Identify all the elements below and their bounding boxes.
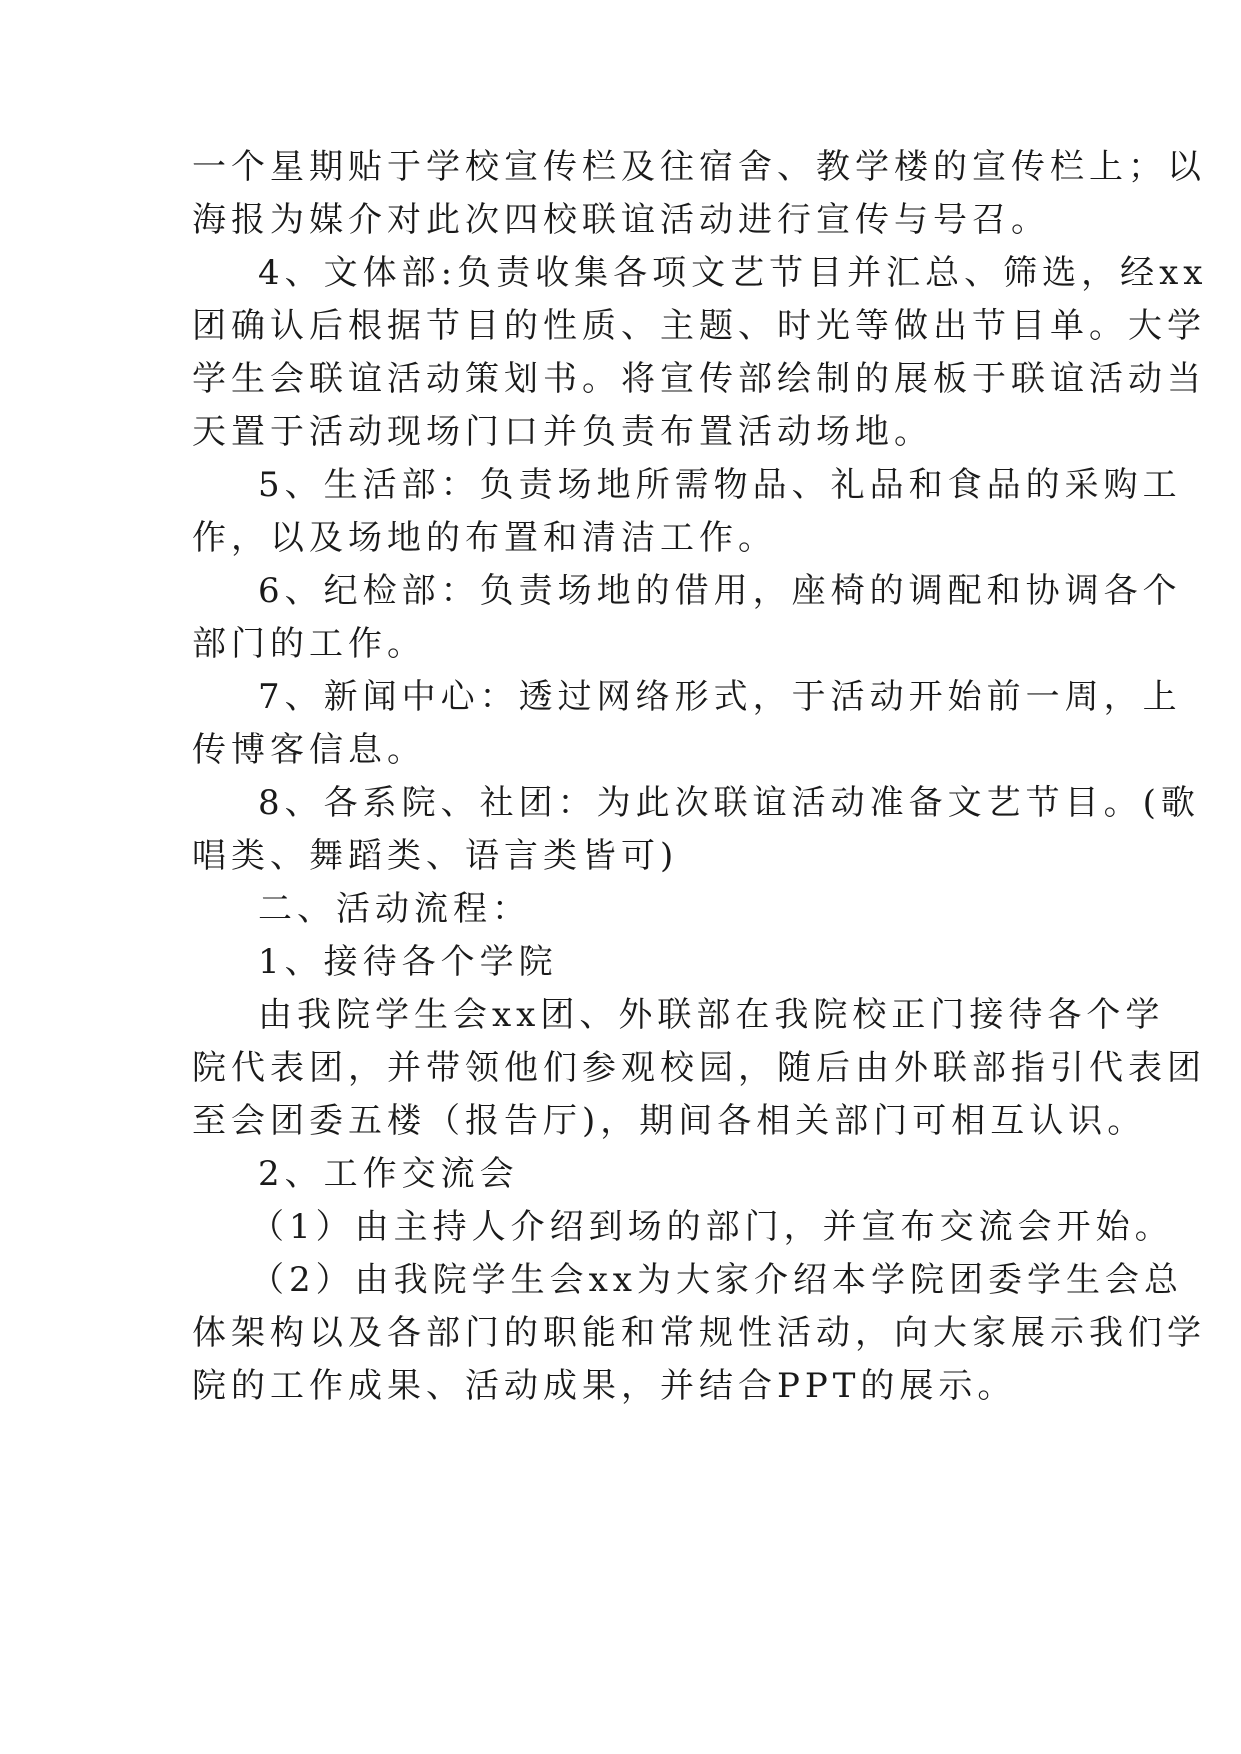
text-line: 海报为媒介对此次四校联谊活动进行宣传与号召。 bbox=[192, 200, 1050, 240]
subsection-heading: 1、接待各个学院 bbox=[258, 942, 558, 982]
text-line: 院代表团，并带领他们参观校园，随后由外联部指引代表团 bbox=[192, 1048, 1206, 1088]
text-line: 体架构以及各部门的职能和常规性活动，向大家展示我们学 bbox=[192, 1313, 1206, 1353]
text-line: 5、生活部：负责场地所需物品、礼品和食品的采购工 bbox=[258, 465, 1182, 505]
text-line: 部门的工作。 bbox=[192, 624, 426, 664]
text-line: 7、新闻中心：透过网络形式，于活动开始前一周，上 bbox=[258, 677, 1182, 717]
text-line: 院的工作成果、活动成果，并结合PPT的展示。 bbox=[192, 1366, 1017, 1406]
text-line: （2）由我院学生会xx为大家介绍本学院团委学生会总 bbox=[250, 1260, 1183, 1300]
text-line: 唱类、舞蹈类、语言类皆可) bbox=[192, 836, 679, 876]
section-heading: 二、活动流程： bbox=[258, 889, 531, 929]
text-line: 作，以及场地的布置和清洁工作。 bbox=[192, 518, 777, 558]
text-line: 传博客信息。 bbox=[192, 730, 426, 770]
text-line: 由我院学生会xx团、外联部在我院校正门接待各个学 bbox=[258, 995, 1165, 1035]
text-line: 一个星期贴于学校宣传栏及往宿舍、教学楼的宣传栏上；以 bbox=[192, 147, 1206, 187]
text-line: 至会团委五楼（报告厅)，期间各相关部门可相互认识。 bbox=[192, 1101, 1147, 1141]
text-line: （1）由主持人介绍到场的部门，并宣布交流会开始。 bbox=[250, 1207, 1174, 1247]
text-line: 天置于活动现场门口并负责布置活动场地。 bbox=[192, 412, 933, 452]
text-line: 学生会联谊活动策划书。将宣传部绘制的展板于联谊活动当 bbox=[192, 359, 1206, 399]
subsection-heading: 2、工作交流会 bbox=[258, 1154, 519, 1194]
text-line: 8、各系院、社团：为此次联谊活动准备文艺节目。(歌 bbox=[258, 783, 1200, 823]
text-line: 4、文体部:负责收集各项文艺节目并汇总、筛选，经xx bbox=[258, 253, 1208, 293]
text-line: 团确认后根据节目的性质、主题、时光等做出节目单。大学 bbox=[192, 306, 1206, 346]
text-line: 6、纪检部：负责场地的借用，座椅的调配和协调各个 bbox=[258, 571, 1182, 611]
